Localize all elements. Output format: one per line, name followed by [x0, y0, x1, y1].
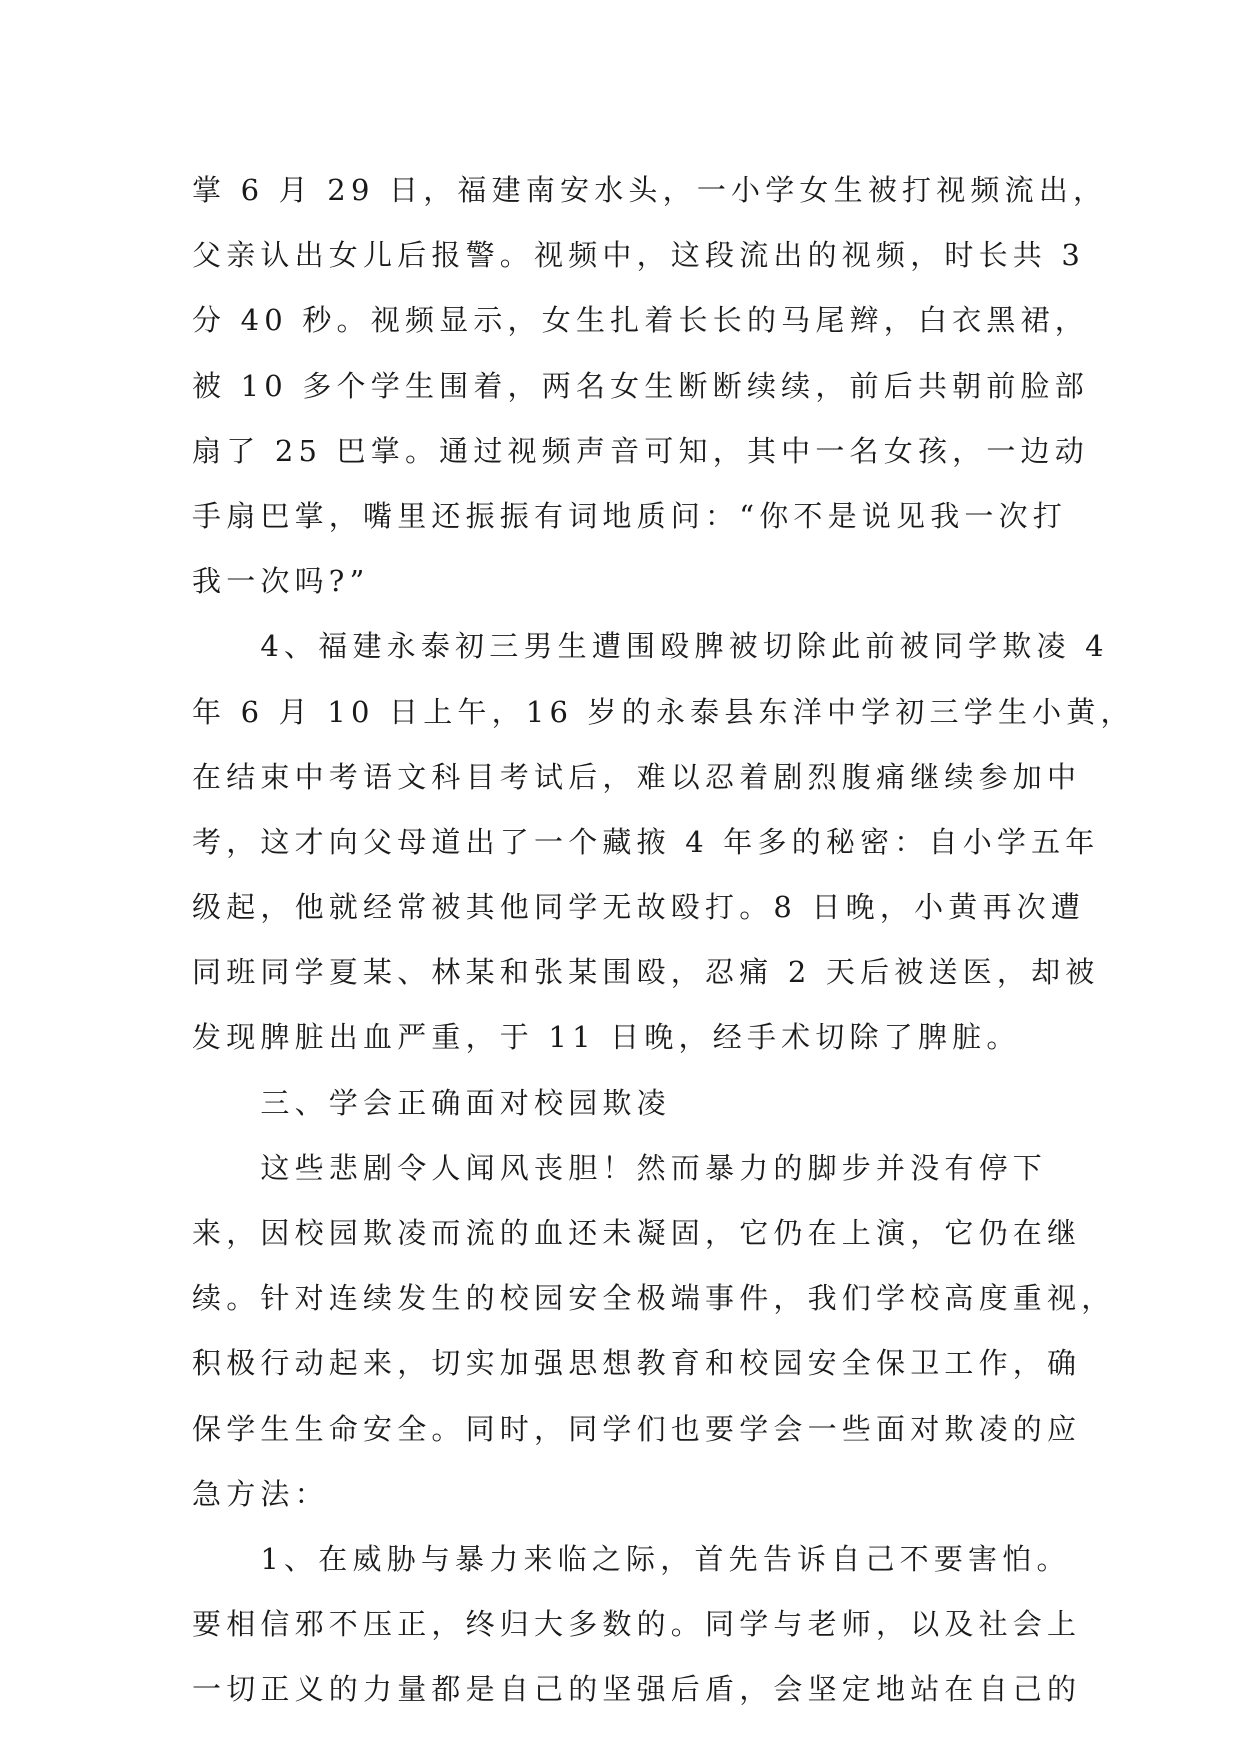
text-line: 保学生生命安全。同时，同学们也要学会一些面对欺凌的应 — [192, 1411, 1082, 1446]
text-line: 年 6 月 10 日上午，16 岁的永泰县东洋中学初三学生小黄， — [192, 694, 1135, 729]
text-line: 1、在威胁与暴力来临之际，首先告诉自己不要害怕。 — [192, 1541, 1071, 1576]
text-line: 考，这才向父母道出了一个藏掖 4 年多的秘密：自小学五年 — [192, 824, 1100, 859]
section-heading: 三、学会正确面对校园欺凌 — [192, 1085, 671, 1120]
text-line: 急方法： — [192, 1476, 329, 1511]
text-line: 发现脾脏出血严重，于 11 日晚，经手术切除了脾脏。 — [192, 1020, 1021, 1055]
text-line: 积极行动起来，切实加强思想教育和校园安全保卫工作，确 — [192, 1346, 1082, 1381]
text-line: 我一次吗?” — [192, 564, 370, 599]
text-line: 分 40 秒。视频显示，女生扎着长长的马尾辫，白衣黑裙， — [192, 303, 1089, 338]
text-line: 来，因校园欺凌而流的血还未凝固，它仍在上演，它仍在继 — [192, 1216, 1082, 1250]
text-line: 手扇巴掌，嘴里还振振有词地质问：“你不是说见我一次打 — [192, 498, 1068, 533]
text-line: 级起，他就经常被其他同学无故殴打。8 日晚，小黄再次遭 — [192, 890, 1086, 925]
text-line: 父亲认出女儿后报警。视频中，这段流出的视频，时长共 3 — [192, 238, 1086, 273]
text-line: 一切正义的力量都是自己的坚强后盾，会坚定地站在自己的 — [192, 1672, 1082, 1707]
text-line: 同班同学夏某、林某和张某围殴，忍痛 2 天后被送医，却被 — [192, 955, 1100, 990]
text-line: 要相信邪不压正，终归大多数的。同学与老师，以及社会上 — [192, 1607, 1082, 1642]
text-line: 4、福建永泰初三男生遭围殴脾被切除此前被同学欺凌 4 — [192, 629, 1109, 664]
text-line: 被 10 多个学生围着，两名女生断断续续，前后共朝前脸部 — [192, 368, 1089, 403]
text-line: 掌 6 月 29 日，福建南安水头，一小学女生被打视频流出， — [192, 173, 1108, 207]
text-line: 这些悲剧令人闻风丧胆！然而暴力的脚步并没有停下 — [192, 1150, 1048, 1185]
text-line: 续。针对连续发生的校园安全极端事件，我们学校高度重视， — [192, 1281, 1116, 1316]
document-body — [192, 158, 1135, 1723]
text-line: 扇了 25 巴掌。通过视频声音可知，其中一名女孩，一边动 — [192, 433, 1089, 468]
text-line: 在结束中考语文科目考试后，难以忍着剧烈腹痛继续参加中 — [192, 759, 1082, 794]
